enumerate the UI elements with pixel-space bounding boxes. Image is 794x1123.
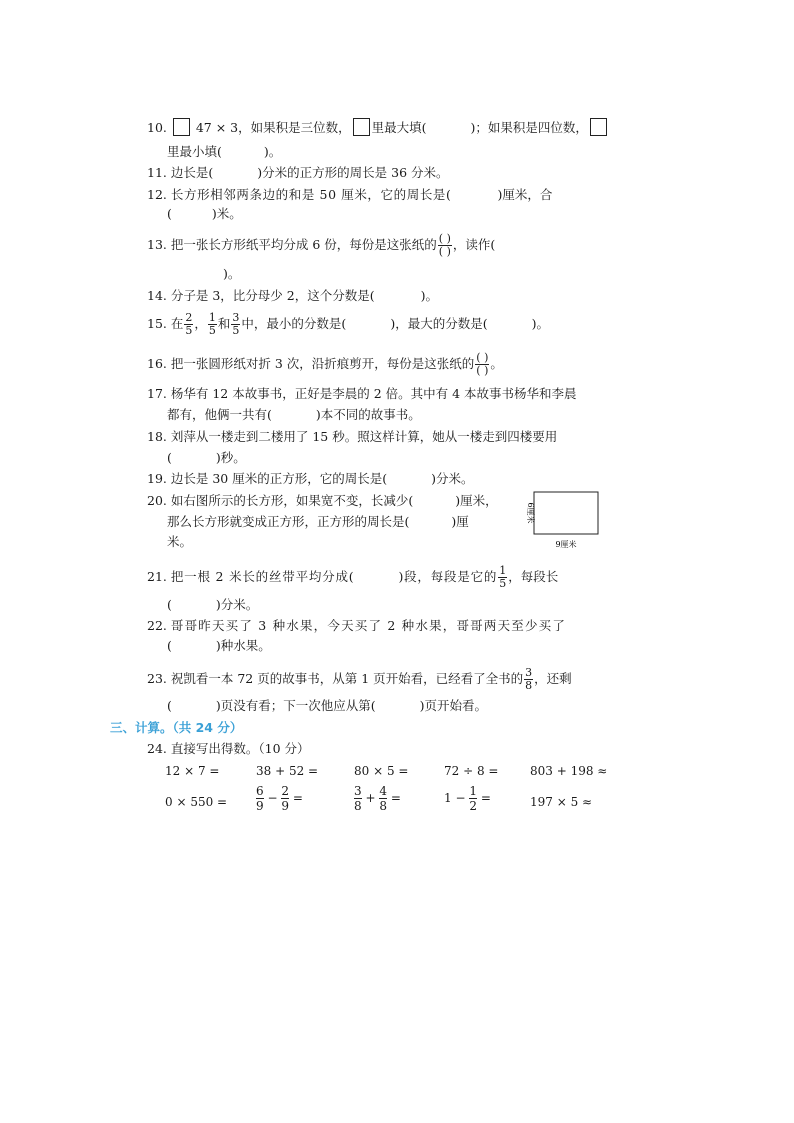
- question-number: 16.: [147, 356, 167, 371]
- question-text: )。: [263, 144, 282, 159]
- question-text: ，读作(: [452, 237, 496, 252]
- question-22: [147, 617, 566, 635]
- question-23: [147, 667, 572, 692]
- fraction: $\frac{2}{5}$: [185, 311, 193, 337]
- question-text: ，每段长: [508, 569, 559, 584]
- question-text: 里最小填(: [167, 144, 222, 159]
- question-23-line2: [167, 697, 487, 715]
- question-text: (: [167, 450, 172, 465]
- question-13-line2: [167, 265, 240, 283]
- question-number: 12.: [147, 187, 167, 202]
- question-text: )厘米，: [455, 493, 498, 508]
- question-text: 把一张圆形纸对折 3 次，沿折痕剪开，每份是这张纸的: [170, 356, 475, 371]
- question-text: )，最大的分数是(: [390, 316, 488, 331]
- question-text: )段，每段是它的: [398, 569, 498, 584]
- question-number: 22.: [147, 618, 167, 633]
- calc-item: 0 × 550 =: [165, 795, 228, 809]
- calc-item-fraction: $\frac{3}{8}$ + $\frac{4}{8}$ =: [354, 784, 401, 813]
- question-text: (: [167, 698, 172, 713]
- question-14: [147, 287, 438, 305]
- question-10: [147, 118, 609, 137]
- blank-box[interactable]: [353, 118, 370, 136]
- rectangle-figure: [518, 486, 610, 552]
- question-text: )分米。: [431, 471, 474, 486]
- blank-box[interactable]: [590, 118, 607, 136]
- question-20: [147, 492, 498, 510]
- question-text: 。: [490, 356, 503, 371]
- question-22-line2: [167, 637, 271, 655]
- question-12: [147, 186, 552, 204]
- question-text: )页开始看。: [419, 698, 488, 713]
- question-text: 长方形相邻两条边的和是 50 厘米，它的周长是(: [170, 187, 452, 202]
- question-21-line2: [167, 596, 258, 614]
- fraction: $\frac{3}{8}$: [525, 666, 533, 692]
- question-text: 边长是(: [170, 165, 214, 180]
- question-text: 刘萍从一楼走到二楼用了 15 秒。照这样计算，她从一楼走到四楼要用: [170, 429, 558, 444]
- question-text: 如右图所示的长方形，如果宽不变，长减少(: [170, 493, 414, 508]
- question-text: )分米。: [215, 597, 259, 612]
- question-text: )分米的正方形的周长是 36 分米。: [257, 165, 449, 180]
- question-11: [147, 164, 449, 182]
- question-text: )；如果积是四位数，: [470, 120, 588, 135]
- question-text: 47 × 3，如果积是三位数，: [195, 120, 351, 135]
- question-text: 杨华有 12 本故事书，正好是李晨的 2 倍。其中有 4 本故事书杨华和李晨: [170, 386, 577, 401]
- question-text: 在: [170, 316, 184, 331]
- question-text: (: [167, 597, 172, 612]
- question-16: [147, 352, 503, 377]
- question-text: )。: [420, 288, 438, 303]
- question-text: )米。: [211, 206, 242, 221]
- question-text: )。: [531, 316, 549, 331]
- question-number: 23.: [147, 671, 167, 686]
- question-number: 19.: [147, 471, 167, 486]
- calc-item-fraction: $\frac{6}{9}$ − $\frac{2}{9}$ =: [256, 784, 303, 813]
- question-24: [147, 740, 310, 758]
- fraction: $\frac{1}{5}$: [208, 311, 216, 337]
- calc-item: 38 + 52 =: [256, 764, 319, 778]
- question-text: )秒。: [215, 450, 246, 465]
- question-text: )。: [223, 266, 241, 281]
- question-text: ，还剩: [534, 671, 572, 686]
- calc-item-fraction: 1 − $\frac{1}{2}$ =: [444, 784, 491, 813]
- question-21: [147, 565, 558, 590]
- question-text: )页没有看；下一次他应从第(: [215, 698, 376, 713]
- question-number: 11.: [147, 165, 167, 180]
- answer-fraction[interactable]: $\frac{( )}{( )}$: [476, 351, 489, 377]
- question-text: 把一根 2 米长的丝带平均分成(: [170, 569, 355, 584]
- question-19: [147, 470, 474, 488]
- question-text: 中，最小的分数是(: [241, 316, 347, 331]
- question-text: 里最大填(: [371, 120, 427, 135]
- question-number: 14.: [147, 288, 167, 303]
- question-number: 10.: [147, 120, 167, 135]
- question-17-line2: [167, 406, 421, 424]
- rectangle-shape: [534, 492, 598, 534]
- question-number: 18.: [147, 429, 167, 444]
- question-text: 边长是 30 厘米的正方形，它的周长是(: [170, 471, 388, 486]
- question-18: [147, 428, 557, 446]
- question-text: )种水果。: [215, 638, 271, 653]
- question-text: 那么长方形就变成正方形，正方形的周长是(: [167, 514, 410, 529]
- question-20-line3: [167, 533, 192, 551]
- question-text: )厘米，合: [497, 187, 553, 202]
- question-text: 都有，他俩一共有(: [167, 407, 272, 422]
- question-17: [147, 385, 577, 403]
- question-text: 分子是 3，比分母少 2，这个分数是(: [170, 288, 375, 303]
- question-number: 15.: [147, 316, 167, 331]
- question-12-line2: [167, 205, 242, 223]
- calc-item: 80 × 5 =: [354, 764, 409, 778]
- question-text: 祝凯看一本 72 页的故事书，从第 1 页开始看，已经看了全书的: [170, 671, 524, 686]
- question-text: )厘: [451, 514, 469, 529]
- question-10-line2: [167, 143, 281, 161]
- fraction: $\frac{3}{5}$: [232, 311, 240, 337]
- blank-box[interactable]: [173, 118, 190, 136]
- question-text: 米。: [167, 534, 193, 549]
- fraction: $\frac{1}{5}$: [499, 564, 507, 590]
- question-18-line2: [167, 449, 246, 467]
- length-label: 9厘米: [555, 540, 577, 549]
- question-text: (: [167, 206, 172, 221]
- question-text: (: [167, 638, 172, 653]
- answer-fraction[interactable]: $\frac{( )}{( )}$: [438, 232, 451, 258]
- question-20-line2: [167, 513, 469, 531]
- section-3-heading: 三、计算。（共 24 分）: [110, 720, 243, 735]
- question-number: 13.: [147, 237, 167, 252]
- calc-item: 72 ÷ 8 =: [444, 764, 499, 778]
- question-number: 24.: [147, 741, 167, 756]
- question-text: 把一张长方形纸平均分成 6 份，每份是这张纸的: [170, 237, 437, 252]
- width-label: 6厘米: [526, 502, 535, 524]
- calc-item: 12 × 7 =: [165, 764, 220, 778]
- question-text: )本不同的故事书。: [315, 407, 421, 422]
- question-number: 17.: [147, 386, 167, 401]
- question-number: 21.: [147, 569, 167, 584]
- question-number: 20.: [147, 493, 167, 508]
- calc-item: 197 × 5 ≈: [530, 795, 593, 809]
- question-text: 直接写出得数。（10 分）: [170, 741, 310, 756]
- question-text: 哥哥昨天买了 3 种水果，今天买了 2 种水果，哥哥两天至少买了: [170, 618, 567, 633]
- question-15: 15. 在 $\frac{2}{5}$ ， $\frac{1}{5}$ 和 $\frac{3}{5}$ 中，最小的分数是( )，最大的分数是( )。: [147, 311, 549, 337]
- calc-item: 803 + 198 ≈: [530, 764, 608, 778]
- question-13: [147, 233, 495, 258]
